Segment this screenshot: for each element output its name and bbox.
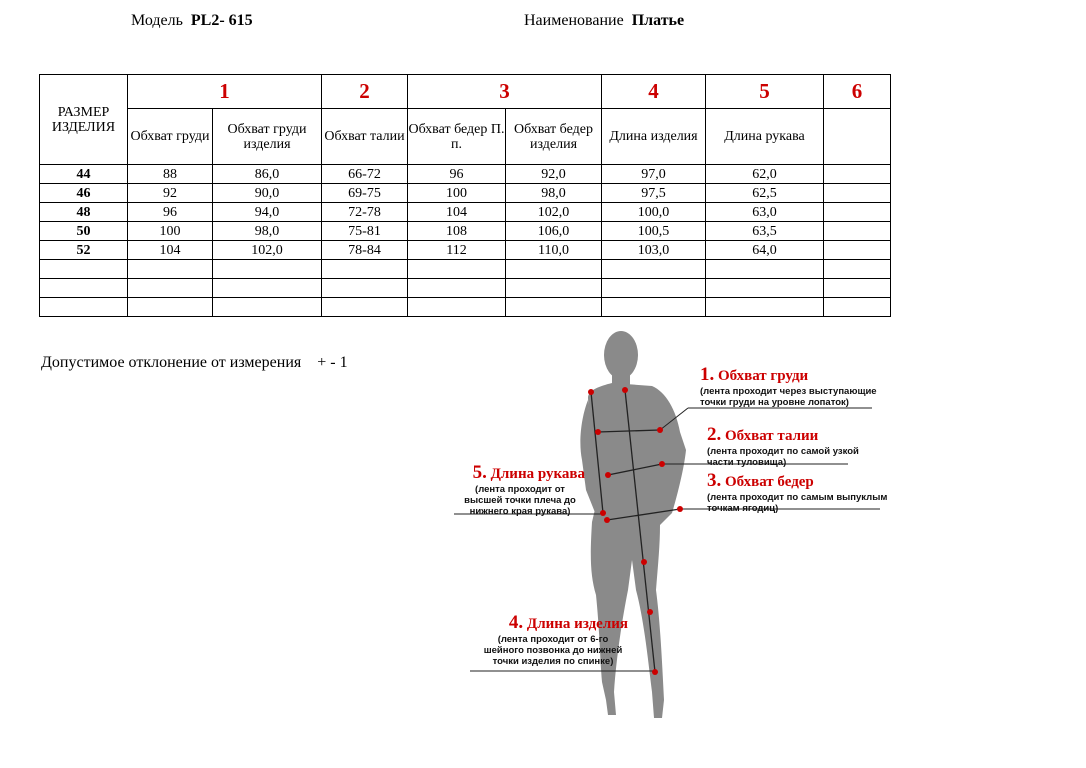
- table-cell: 97,5: [602, 184, 706, 203]
- table-cell: [824, 241, 891, 260]
- group-number-4: 4: [602, 75, 706, 109]
- callout-title: Обхват талии: [725, 428, 819, 444]
- name-value: Платье: [631, 12, 685, 29]
- table-cell: 104: [408, 203, 506, 222]
- table-cell: [824, 184, 891, 203]
- callout-hip-girth: [707, 470, 892, 514]
- table-cell: [408, 298, 506, 317]
- table-cell: [824, 203, 891, 222]
- callout-title: Длина изделия: [526, 616, 628, 632]
- group-number-6: 6: [824, 75, 891, 109]
- callout-number: 3.: [707, 470, 722, 491]
- callout-number: 4.: [508, 612, 524, 633]
- table-cell: 108: [408, 222, 506, 241]
- name-label: Наименование: [524, 12, 624, 29]
- model-header: [131, 12, 253, 30]
- column-label: Обхват талии: [322, 109, 408, 165]
- size-cell: 48: [40, 203, 128, 222]
- callout-number: 2.: [707, 424, 722, 445]
- table-cell: [322, 260, 408, 279]
- table-cell: [322, 279, 408, 298]
- callout-title: Длина рукава: [490, 466, 585, 482]
- table-cell: 97,0: [602, 165, 706, 184]
- table-cell: 106,0: [506, 222, 602, 241]
- size-cell: 44: [40, 165, 128, 184]
- table-cell: [408, 279, 506, 298]
- table-cell: 110,0: [506, 241, 602, 260]
- table-row: [40, 165, 891, 184]
- callout-garment-length: [478, 612, 628, 667]
- table-row: [40, 279, 891, 298]
- table-cell: [602, 279, 706, 298]
- table-cell: 69-75: [322, 184, 408, 203]
- table-cell: [322, 298, 408, 317]
- size-cell: 52: [40, 241, 128, 260]
- table-cell: 103,0: [602, 241, 706, 260]
- table-cell: [213, 298, 322, 317]
- table-cell: [706, 279, 824, 298]
- product-name-header: [524, 12, 684, 30]
- callout-note: (лента проходит от высшей точки плеча до нижнего края рукава): [464, 484, 576, 517]
- table-cell: 63,5: [706, 222, 824, 241]
- table-cell: [824, 165, 891, 184]
- callout-title: Обхват бедер: [725, 474, 814, 490]
- callout-note: (лента проходит через выступающие точки груди на уровне лопаток): [700, 386, 877, 408]
- table-cell: [506, 260, 602, 279]
- table-cell: 112: [408, 241, 506, 260]
- group-number-5: 5: [706, 75, 824, 109]
- table-cell: [213, 279, 322, 298]
- table-cell: [824, 279, 891, 298]
- table-cell: 88: [128, 165, 213, 184]
- table-cell: 96: [408, 165, 506, 184]
- callout-title: Обхват груди: [718, 368, 809, 384]
- table-cell: [706, 260, 824, 279]
- column-label: Обхват бедер изделия: [506, 109, 602, 165]
- callout-sleeve-length: [455, 462, 585, 517]
- column-label: Длина рукава: [706, 109, 824, 165]
- table-row: [40, 222, 891, 241]
- table-cell: 72-78: [322, 203, 408, 222]
- table-cell: 90,0: [213, 184, 322, 203]
- table-cell: 102,0: [506, 203, 602, 222]
- table-cell: [706, 298, 824, 317]
- callout-note: (лента проходит по самым выпуклым точкам ягодиц): [707, 492, 888, 514]
- table-cell: [506, 279, 602, 298]
- size-cell: [40, 279, 128, 298]
- table-cell: 100: [408, 184, 506, 203]
- callout-note: (лента проходит от 6-го шейного позвонка до нижней точки изделия по спинке): [483, 634, 623, 667]
- table-cell: [824, 260, 891, 279]
- group-number-1: 1: [128, 75, 322, 109]
- size-cell: 50: [40, 222, 128, 241]
- callout-waist-girth: [707, 424, 877, 468]
- size-cell: [40, 298, 128, 317]
- table-cell: [128, 279, 213, 298]
- tolerance-note: Допустимое отклонение от измерения + - 1: [41, 354, 348, 371]
- table-cell: 96: [128, 203, 213, 222]
- column-label: Обхват бедер П. п.: [408, 109, 506, 165]
- table-cell: [213, 260, 322, 279]
- model-value: PL2- 615: [190, 12, 253, 29]
- table-cell: 104: [128, 241, 213, 260]
- callout-number: 1.: [700, 364, 715, 385]
- table-cell: 63,0: [706, 203, 824, 222]
- table-row: [40, 203, 891, 222]
- table-row: [40, 260, 891, 279]
- table-cell: [602, 298, 706, 317]
- size-cell: [40, 260, 128, 279]
- table-cell: 86,0: [213, 165, 322, 184]
- column-label: Обхват груди: [128, 109, 213, 165]
- table-cell: [128, 298, 213, 317]
- table-row: [40, 184, 891, 203]
- table-cell: 62,0: [706, 165, 824, 184]
- table-cell: [824, 298, 891, 317]
- table-cell: 100,0: [602, 203, 706, 222]
- column-label-row: [40, 109, 891, 165]
- group-number-row: [40, 75, 891, 109]
- table-cell: 66-72: [322, 165, 408, 184]
- callout-number: 5.: [472, 462, 487, 483]
- table-cell: [128, 260, 213, 279]
- table-cell: 62,5: [706, 184, 824, 203]
- table-cell: 78-84: [322, 241, 408, 260]
- table-cell: 75-81: [322, 222, 408, 241]
- table-cell: 98,0: [506, 184, 602, 203]
- column-label: Длина изделия: [602, 109, 706, 165]
- size-column-header: РАЗМЕР ИЗДЕЛИЯ: [40, 75, 128, 165]
- table-cell: 94,0: [213, 203, 322, 222]
- table-cell: 100,5: [602, 222, 706, 241]
- model-label: Модель: [131, 12, 183, 29]
- callout-chest-girth: [700, 364, 880, 408]
- size-cell: 46: [40, 184, 128, 203]
- table-cell: 102,0: [213, 241, 322, 260]
- column-label: Обхват груди изделия: [213, 109, 322, 165]
- column-label: [824, 109, 891, 165]
- table-cell: 98,0: [213, 222, 322, 241]
- table-cell: 64,0: [706, 241, 824, 260]
- table-cell: 92,0: [506, 165, 602, 184]
- table-cell: [506, 298, 602, 317]
- group-number-3: 3: [408, 75, 602, 109]
- table-row: [40, 298, 891, 317]
- table-cell: 92: [128, 184, 213, 203]
- table-cell: 100: [128, 222, 213, 241]
- callout-note: (лента проходит по самой узкой части туловища): [707, 446, 859, 468]
- table-row: [40, 241, 891, 260]
- group-number-2: 2: [322, 75, 408, 109]
- table-cell: [408, 260, 506, 279]
- table-cell: [602, 260, 706, 279]
- size-table: [39, 74, 891, 317]
- table-cell: [824, 222, 891, 241]
